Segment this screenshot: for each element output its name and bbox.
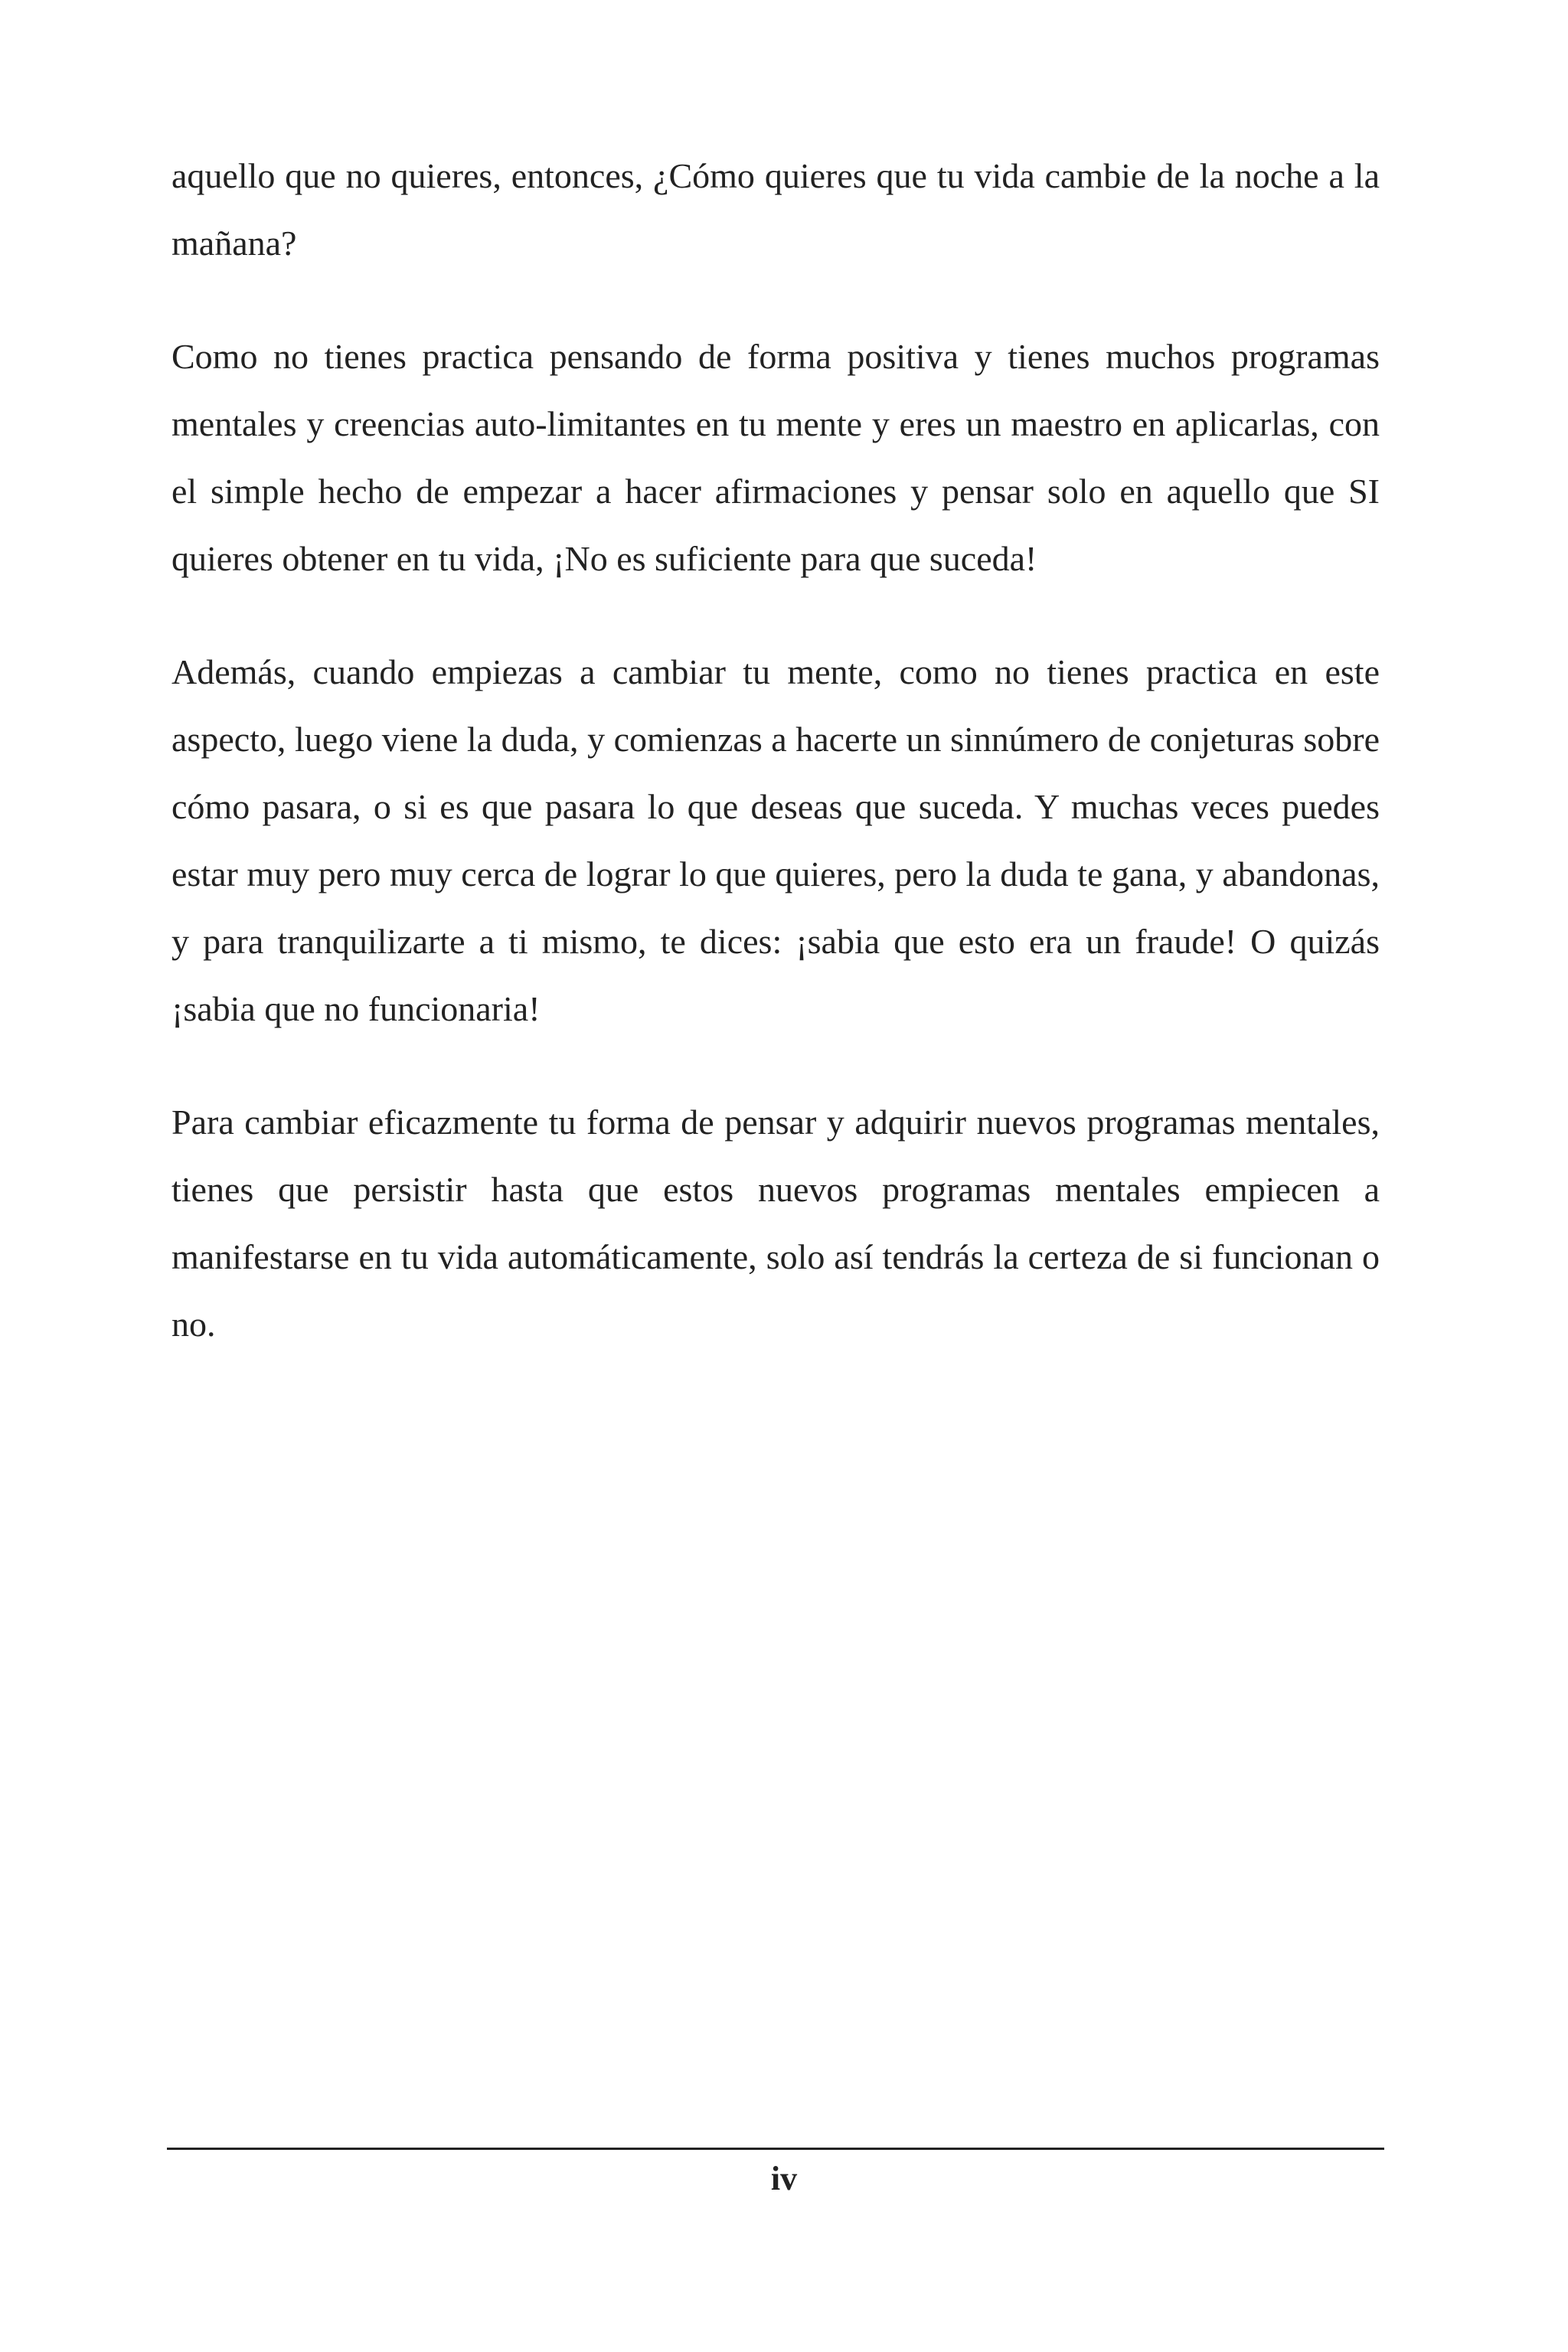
paragraph-1: aquello que no quieres, entonces, ¿Cómo quieres que tu vida cambie de la noche a la mañana? [172,156,1380,263]
paragraph-2: Como no tienes practica pensando de forma positiva y tienes muchos programas mentales y creencias auto-limitantes en tu mente y eres un maestro en aplicarlas, con el simple hecho de empezar a hacer afirmaciones y pensar solo en aquello que SI quieres obtener en tu vida, ¡No es suficiente para que suceda! [172,337,1380,578]
paragraph-4: Para cambiar eficazmente tu forma de pensar y adquirir nuevos programas mentales, tienes que persistir hasta que estos nuevos programas mentales empiecen a manifestarse en tu vida automáticamente, solo así tendrás la certeza de si funcionan o no. [172,1102,1380,1344]
footer-divider [167,2148,1384,2150]
paragraph-3: Además, cuando empiezas a cambiar tu mente, como no tienes practica en este aspecto, luego viene la duda, y comienzas a hacerte un sinnúmero de conjeturas sobre cómo pasara, o si es que pasara lo que deseas que suceda. Y muchas veces puedes estar muy pero muy cerca de lograr lo que quieres, pero la duda te gana, y abandonas, y para tranquilizarte a ti mismo, te dices: ¡sabia que esto era un fraude! O quizás ¡sabia que no funcionaria! [172,652,1380,1028]
page-body [172,142,1380,1404]
page-number: iv [770,2160,798,2197]
